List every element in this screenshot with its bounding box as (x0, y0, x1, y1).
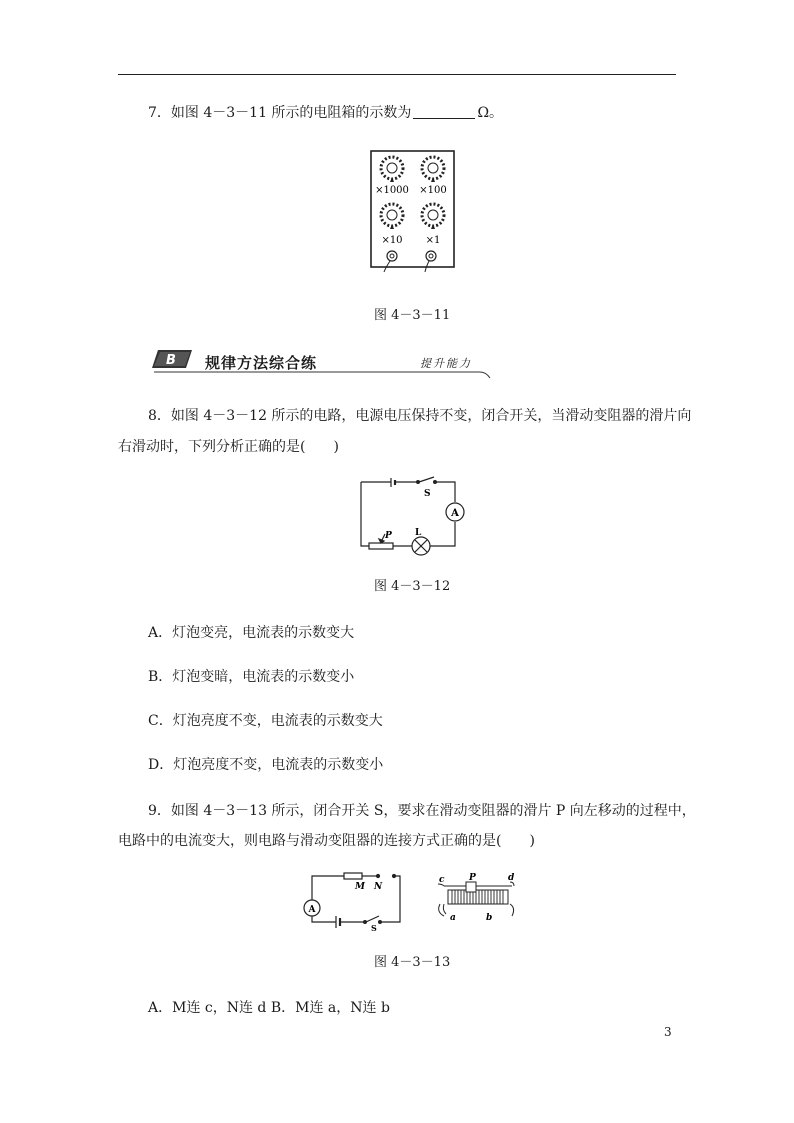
q7-text-before: 7．如图 4－3－11 所示的电阻箱的示数为 (148, 105, 412, 121)
q9-caption: 图 4－3－13 (374, 955, 451, 970)
q8-slider-label: P (385, 531, 392, 541)
q8-switch-label: S (424, 489, 431, 499)
q9-ammeter-label: A (308, 905, 316, 915)
q7-answer-blank[interactable] (413, 104, 475, 119)
q8-circuit-figure (355, 478, 467, 552)
label-x100: ×100 (419, 185, 447, 196)
q9-a-label: a (450, 913, 456, 923)
section-tag: 提升能力 (420, 357, 472, 370)
q9-line2: 电路中的电流变大，则电路与滑动变阻器的连接方式正确的是( ) (118, 833, 535, 849)
q7-caption: 图 4－3－11 (374, 308, 451, 323)
q9-switch-label: S (371, 923, 377, 933)
q9-m-label: M (355, 882, 365, 892)
section-title: 规律方法综合练 (205, 354, 318, 372)
q8-caption: 图 4－3－12 (374, 579, 451, 594)
q9-p-label: P (469, 873, 476, 883)
q9-rheostat-figure (434, 872, 520, 922)
q8-line1: 8．如图 4－3－12 所示的电路，电源电压保持不变，闭合开关，当滑动变阻器的滑片向 (148, 408, 692, 424)
q8-option-c[interactable]: C．灯泡亮度不变，电流表的示数变大 (148, 713, 383, 729)
q8-line2: 右滑动时，下列分析正确的是( ) (118, 439, 339, 455)
q8-option-d[interactable]: D．灯泡亮度不变，电流表的示数变小 (148, 757, 384, 773)
label-x1000: ×1000 (375, 185, 409, 196)
q8-lamp-label: L (415, 528, 422, 538)
q8-ammeter-label: A (451, 508, 459, 519)
q8-option-a[interactable]: A．灯泡变亮，电流表的示数变大 (148, 625, 355, 641)
label-x1: ×1 (425, 235, 441, 246)
q7-text-after: Ω。 (477, 105, 504, 121)
q9-b-label: b (486, 913, 493, 923)
q7-text (148, 103, 503, 123)
header-rule (118, 74, 676, 75)
q9-d-label: d (508, 873, 515, 883)
resistance-box-figure (370, 150, 456, 272)
section-badge: B (166, 353, 176, 368)
q8-option-b[interactable]: B．灯泡变暗，电流表的示数变小 (148, 669, 355, 685)
q9-options[interactable]: A．M连 c，N连 d B．M连 a，N连 b (148, 1000, 390, 1016)
q9-n-label: N (374, 882, 383, 892)
page-number: 3 (664, 1025, 672, 1039)
q9-circuit-figure (300, 870, 400, 934)
q9-line1: 9．如图 4－3－13 所示，闭合开关 S，要求在滑动变阻器的滑片 P 向左移动的过程中， (148, 803, 696, 819)
q9-c-label: c (439, 875, 445, 885)
label-x10: ×10 (381, 235, 403, 246)
